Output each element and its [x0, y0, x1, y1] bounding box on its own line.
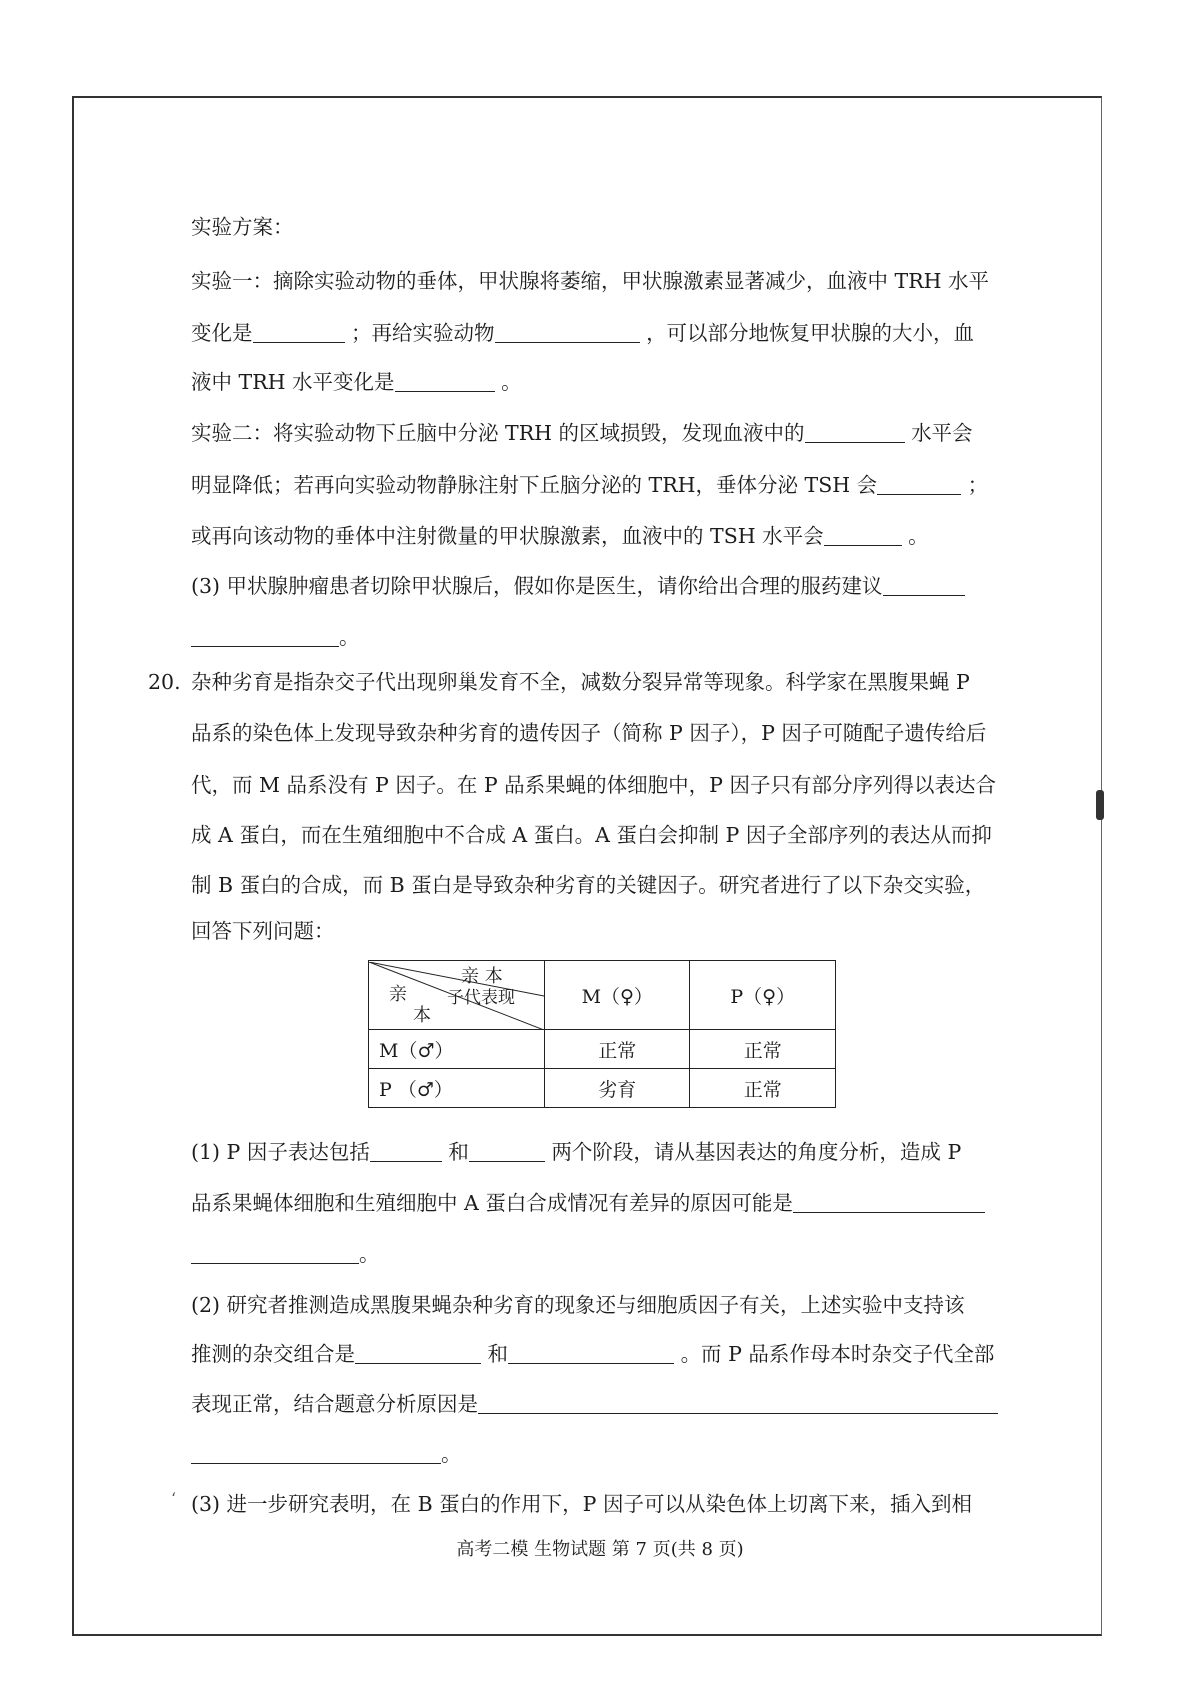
answer-blank[interactable]: [191, 1241, 359, 1264]
diag-label-parent-bottom: 本: [413, 1005, 431, 1026]
q20-para-line: 制 B 蛋白的合成，而 B 蛋白是导致杂种劣育的关键因子。研究者进行了以下杂交实验，: [191, 873, 986, 897]
row-label: P （♂）: [369, 1069, 545, 1108]
answer-blank[interactable]: [877, 472, 961, 495]
q3-line2: 。: [191, 622, 360, 652]
scan-mark: [1096, 790, 1104, 820]
answer-blank[interactable]: [478, 1391, 998, 1414]
answer-blank[interactable]: [191, 624, 339, 647]
answer-blank[interactable]: [883, 573, 965, 596]
diag-label-parent-left: 亲: [389, 984, 407, 1005]
answer-blank[interactable]: [495, 320, 640, 343]
cross-table: [368, 960, 836, 1108]
answer-blank[interactable]: [508, 1341, 674, 1364]
sub3-line1: (3) 进一步研究表明，在 B 蛋白的作用下，P 因子可以从染色体上切离下来，插入到相: [191, 1492, 972, 1516]
answer-blank[interactable]: [824, 523, 902, 546]
q20-para-line: 杂种劣育是指杂交子代出现卵巢发育不全，减数分裂异常等现象。科学家在黑腹果蝇 P: [191, 670, 970, 694]
exp1-line2: 变化是 ；再给实验动物 ，可以部分地恢复甲状腺的大小，血: [191, 321, 975, 345]
row-label: M（♂）: [369, 1030, 545, 1069]
answer-blank[interactable]: [469, 1139, 545, 1162]
exp2-line3: 或再向该动物的垂体中注射微量的甲状腺激素，血液中的 TSH 水平会 。: [191, 524, 929, 548]
q3-line1: (3) 甲状腺肿瘤患者切除甲状腺后，假如你是医生，请你给出合理的服药建议: [191, 571, 965, 601]
q20-para-line: 成 A 蛋白，而在生殖细胞中不合成 A 蛋白。A 蛋白会抑制 P 因子全部序列的表达从而抑: [191, 823, 992, 847]
diag-label-parent-top: 亲 本: [461, 966, 503, 987]
answer-blank[interactable]: [805, 420, 905, 443]
col-header-m-female: M（♀）: [545, 961, 690, 1030]
exp1-line3: 液中 TRH 水平变化是 。: [191, 370, 522, 394]
sub1-line2: 品系果蝇体细胞和生殖细胞中 A 蛋白合成情况有差异的原因可能是: [191, 1188, 985, 1218]
col-header-p-female: P（♀）: [690, 961, 836, 1030]
plan-title: 实验方案：: [191, 215, 294, 239]
answer-blank[interactable]: [370, 1139, 442, 1162]
q20-para-line: 代，而 M 品系没有 P 因子。在 P 品系果蝇的体细胞中，P 因子只有部分序列得以表达合: [191, 773, 996, 797]
question-number: 20.: [148, 670, 181, 694]
table-cell: 正常: [690, 1069, 836, 1108]
q20-para-line: 回答下列问题：: [191, 919, 335, 943]
table-cell: 正常: [545, 1030, 690, 1069]
table-row: [369, 1030, 836, 1069]
table-cell: 正常: [690, 1030, 836, 1069]
answer-blank[interactable]: [793, 1190, 985, 1213]
answer-blank[interactable]: [395, 369, 495, 392]
answer-blank[interactable]: [191, 1441, 441, 1464]
answer-blank[interactable]: [355, 1341, 481, 1364]
sub2-line2: 推测的杂交组合是 和 。而 P 品系作母本时杂交子代全部: [191, 1342, 995, 1366]
diagonal-header-cell: [369, 961, 545, 1030]
sub2-line4: 。: [191, 1439, 462, 1469]
pencil-mark: ‘: [171, 1489, 177, 1508]
sub2-line1: (2) 研究者推测造成黑腹果蝇杂种劣育的现象还与细胞质因子有关，上述实验中支持该: [191, 1293, 965, 1317]
answer-blank[interactable]: [253, 320, 345, 343]
table-cell: 劣育: [545, 1069, 690, 1108]
q20-para-line: 品系的染色体上发现导致杂种劣育的遗传因子（简称 P 因子），P 因子可随配子遗传给后: [191, 721, 987, 745]
page-footer: 高考二模 生物试题 第 7 页(共 8 页): [456, 1539, 744, 1560]
sub1-line1: (1) P 因子表达包括 和 两个阶段，请从基因表达的角度分析，造成 P: [191, 1140, 962, 1164]
diag-label-offspring: 子代表现: [447, 988, 515, 1008]
exp2-line2: 明显降低；若再向实验动物静脉注射下丘脑分泌的 TRH，垂体分泌 TSH 会 ；: [191, 473, 989, 497]
table-row: [369, 1069, 836, 1108]
sub2-line3: 表现正常，结合题意分析原因是: [191, 1389, 998, 1419]
exp2-line1: 实验二：将实验动物下丘脑中分泌 TRH 的区域损毁，发现血液中的 水平会: [191, 421, 973, 445]
exp1-line1: 实验一：摘除实验动物的垂体，甲状腺将萎缩，甲状腺激素显著减少，血液中 TRH 水平: [191, 269, 990, 293]
sub1-line3: 。: [191, 1239, 380, 1269]
